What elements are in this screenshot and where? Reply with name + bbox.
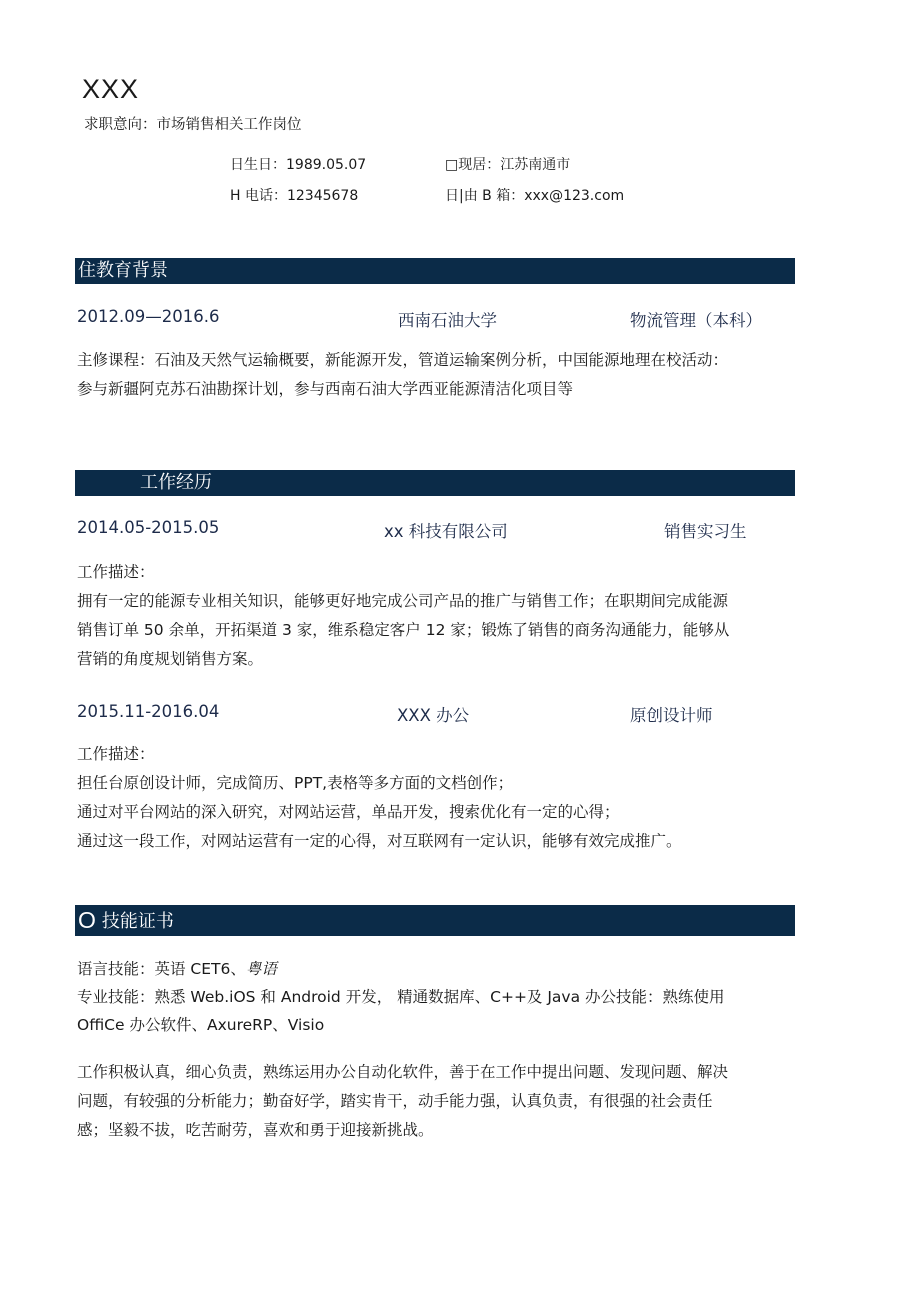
education-line: 参与新疆阿克苏石油勘探计划，参与西南石油大学西亚能源清洁化项目等 xyxy=(77,380,574,398)
job-intent: 求职意向：市场销售相关工作岗位 xyxy=(84,117,302,133)
professional-skills-line: 专业技能：熟悉 Web.iOS 和 Android 开发， 精通数据库、C++及 Java 办公技能：熟练使用 xyxy=(77,988,725,1006)
job-description-line: 拥有一定的能源专业相关知识，能够更好地完成公司产品的推广与销售工作；在职期间完成能源 xyxy=(77,592,729,610)
professional-skills-line: OffiCe 办公软件、AxureRP、Visio xyxy=(77,1016,325,1034)
language-skills-italic: 粤语 xyxy=(245,960,277,978)
skills-section-title: 技能证书 xyxy=(101,911,174,932)
email: 日|由 B 箱：xxx@123.com xyxy=(445,188,625,204)
job-company: xx 科技有限公司 xyxy=(384,522,508,541)
language-skills xyxy=(77,955,725,983)
self-evaluation-line: 感；坚毅不拔，吃苦耐劳，喜欢和勇于迎接新挑战。 xyxy=(77,1121,434,1139)
job-description-label: 工作描述： xyxy=(77,745,155,763)
job-description xyxy=(77,558,729,674)
skills-list xyxy=(77,955,725,1039)
job-period: 2014.05-2015.05 xyxy=(77,518,220,537)
self-evaluation xyxy=(77,1058,728,1145)
circle-icon: O xyxy=(78,907,96,933)
self-evaluation-line: 问题，有较强的分析能力；勤奋好学，踏实肯干，动手能力强，认真负责，有很强的社会责任 xyxy=(77,1092,713,1110)
job-description-line: 通过这一段工作，对网站运营有一定的心得，对互联网有一定认识，能够有效完成推广。 xyxy=(77,832,682,850)
job-description xyxy=(77,740,682,856)
work-section-header xyxy=(75,470,795,496)
candidate-name: XXX xyxy=(82,74,140,104)
education-line: 主修课程：石油及天然气运输概要，新能源开发，管道运输案例分析，中国能源地理在校活动： xyxy=(77,351,729,369)
residence: □现居：江苏南通市 xyxy=(445,157,571,173)
education-section-title: 住教育背景 xyxy=(78,260,168,281)
work-section-title: 工作经历 xyxy=(140,472,212,493)
job-company: XXX 办公 xyxy=(397,706,470,725)
birth-date: 日生日：1989.05.07 xyxy=(230,157,367,173)
self-evaluation-line: 工作积极认真，细心负责，熟练运用办公自动化软件，善于在工作中提出问题、发现问题、解决 xyxy=(77,1063,729,1081)
skills-section-header xyxy=(75,905,795,936)
job-description-line: 担任台原创设计师，完成简历、PPT,表格等多方面的文档创作； xyxy=(77,774,514,792)
job-description-line: 销售订单 50 余单，开拓渠道 3 家，维系稳定客户 12 家；锻炼了销售的商务沟通能力，能够从 xyxy=(77,621,730,639)
education-major: 物流管理（本科） xyxy=(630,311,762,330)
education-section-header xyxy=(75,258,795,284)
job-description-label: 工作描述： xyxy=(77,563,155,581)
education-description xyxy=(77,346,728,404)
job-description-line: 营销的角度规划销售方案。 xyxy=(77,650,264,668)
job-role: 原创设计师 xyxy=(630,706,713,725)
education-school: 西南石油大学 xyxy=(398,311,497,330)
phone: H 电话：12345678 xyxy=(230,188,359,204)
language-skills-label: 语言技能：英语 CET6、 xyxy=(77,960,246,978)
job-period: 2015.11-2016.04 xyxy=(77,702,220,721)
job-role: 销售实习生 xyxy=(664,522,747,541)
job-description-line: 通过对平台网站的深入研究，对网站运营，单品开发，搜索优化有一定的心得； xyxy=(77,803,620,821)
education-period: 2012.09—2016.6 xyxy=(77,307,220,326)
